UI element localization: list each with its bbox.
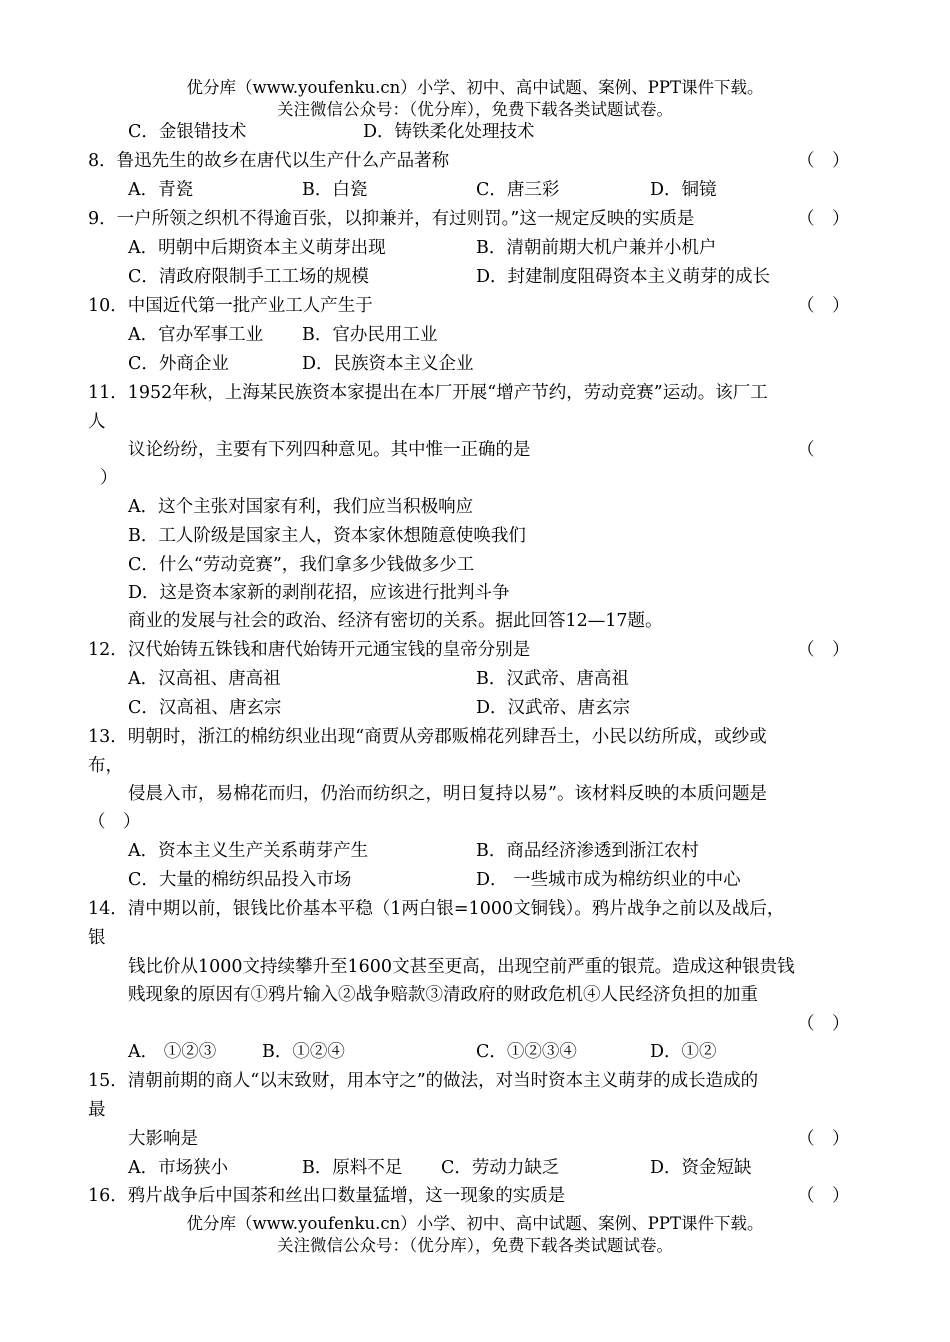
q9-option-a: A．明朝中后期资本主义萌芽出现 (128, 238, 386, 258)
q9-answer-paren: （ ） (797, 209, 850, 229)
q13-stem-line-2: 侵晨入市，易棉花而归，仍治而纺织之，明日复持以易”。该材料反映的本质问题是 (128, 784, 767, 804)
q13-answer-paren: （ ） (88, 812, 141, 832)
q10-option-c: C．外商企业 (128, 354, 229, 374)
q9-option-d: D．封建制度阻碍资本主义萌芽的成长 (476, 267, 771, 287)
q14-option-b: B．①②④ (262, 1042, 345, 1062)
q7-option-d: D．铸铁柔化处理技术 (363, 122, 535, 142)
q9-option-c: C．清政府限制手工工场的规模 (128, 267, 369, 287)
q15-option-c: C．劳动力缺乏 (441, 1158, 560, 1178)
q10-answer-paren: （ ） (797, 296, 850, 316)
q11-option-c: C．什么“劳动竞赛”，我们拿多少钱做多少工 (128, 555, 475, 575)
q12-option-d: D．汉武帝、唐玄宗 (476, 698, 631, 718)
q8-option-a: A．青瓷 (128, 180, 194, 200)
q11-option-a: A．这个主张对国家有利，我们应当积极响应 (128, 497, 474, 517)
q11-stem-line-1-wrap: 人 (88, 412, 106, 432)
q12-answer-paren: （ ） (797, 640, 850, 660)
q14-stem-line-2: 钱比价从1000文持续攀升至1600文甚至更高，出现空前严重的银荒。造成这种银贵钱 (128, 957, 795, 977)
q14-stem-line-1-wrap: 银 (88, 928, 106, 948)
q12-option-a: A．汉高祖、唐高祖 (128, 669, 281, 689)
q11-option-d: D．这是资本家新的剥削花招，应该进行批判斗争 (128, 583, 510, 603)
q8-option-b: B．白瓷 (302, 180, 368, 200)
q16-stem: 16．鸦片战争后中国茶和丝出口数量猛增，这一现象的实质是 (88, 1186, 566, 1206)
q15-stem-line-1: 15．清朝前期的商人“以末致财，用本守之”的做法，对当时资本主义萌芽的成长造成的 (88, 1071, 759, 1091)
q10-option-b: B．官办民用工业 (302, 325, 438, 345)
q13-option-b: B．商品经济渗透到浙江农村 (476, 841, 699, 861)
q16-answer-paren: （ ） (797, 1186, 850, 1206)
q14-answer-paren: （ ） (797, 1014, 850, 1034)
q14-option-c: C．①②③④ (476, 1042, 577, 1062)
q11-answer-paren-open: （ (797, 440, 815, 460)
q13-stem-line-1-wrap: 布， (88, 756, 123, 776)
q12-stem: 12．汉代始铸五铢钱和唐代始铸开元通宝钱的皇帝分别是 (88, 640, 531, 660)
q8-answer-paren: （ ） (797, 151, 850, 171)
q9-option-b: B．清朝前期大机户兼并小机户 (476, 238, 717, 258)
q14-stem-line-3: 贱现象的原因有①鸦片输入②战争赔款③清政府的财政危机④人民经济负担的加重 (128, 985, 758, 1005)
q9-stem: 9．一户所领之织机不得逾百张，以抑兼并，有过则罚。”这一规定反映的实质是 (88, 209, 695, 229)
q15-stem-line-1-wrap: 最 (88, 1100, 106, 1120)
q8-option-d: D．铜镜 (650, 180, 717, 200)
q8-stem: 8．鲁迅先生的故乡在唐代以生产什么产品著称 (88, 151, 450, 171)
q12-option-c: C．汉高祖、唐玄宗 (128, 698, 282, 718)
q11-answer-paren-close: ） (100, 468, 118, 488)
footer-line-2: 关注微信公众号：（优分库），免费下载各类试题试卷。 (277, 1236, 673, 1255)
q15-option-b: B．原料不足 (302, 1158, 403, 1178)
q10-stem: 10．中国近代第一批产业工人产生于 (88, 296, 373, 316)
section-intro: 商业的发展与社会的政治、经济有密切的关系。据此回答12—17题。 (128, 611, 663, 631)
q13-option-d: D． 一些城市成为棉纺织业的中心 (476, 870, 741, 890)
footer-line-1: 优分库（www.youfenku.cn）小学、初中、高中试题、案例、PPT课件下载。 (186, 1214, 764, 1233)
q14-option-a: A． ①②③ (128, 1042, 217, 1062)
q11-stem-line-1: 11．1952年秋，上海某民族资本家提出在本厂开展“增产节约，劳动竞赛”运动。该厂工 (88, 383, 768, 403)
header-line-2: 关注微信公众号：（优分库），免费下载各类试题试卷。 (277, 100, 673, 119)
q10-option-a: A．官办军事工业 (128, 325, 264, 345)
q13-option-c: C．大量的棉纺织品投入市场 (128, 870, 352, 890)
header-line-1: 优分库（www.youfenku.cn）小学、初中、高中试题、案例、PPT课件下载。 (186, 78, 764, 97)
q15-option-a: A．市场狭小 (128, 1158, 229, 1178)
q15-answer-paren: （ ） (797, 1129, 850, 1149)
q13-option-a: A．资本主义生产关系萌芽产生 (128, 841, 369, 861)
q7-option-c: C．金银错技术 (128, 122, 247, 142)
q14-option-d: D．①② (650, 1042, 717, 1062)
q8-option-c: C．唐三彩 (476, 180, 560, 200)
q15-stem-line-2: 大影响是 (128, 1129, 198, 1149)
q12-option-b: B．汉武帝、唐高祖 (476, 669, 629, 689)
q14-stem-line-1: 14．清中期以前，银钱比价基本平稳（1两白银=1000文铜钱）。鸦片战争之前以及战后， (88, 899, 785, 919)
q15-option-d: D．资金短缺 (650, 1158, 752, 1178)
q11-option-b: B．工人阶级是国家主人，资本家休想随意使唤我们 (128, 526, 526, 546)
q13-stem-line-1: 13．明朝时，浙江的棉纺织业出现“商贾从旁郡贩棉花列肆吾土，小民以纺所成，或纱或 (88, 727, 767, 747)
q11-stem-line-2: 议论纷纷，主要有下列四种意见。其中惟一正确的是 (128, 440, 531, 460)
q10-option-d: D．民族资本主义企业 (302, 354, 474, 374)
